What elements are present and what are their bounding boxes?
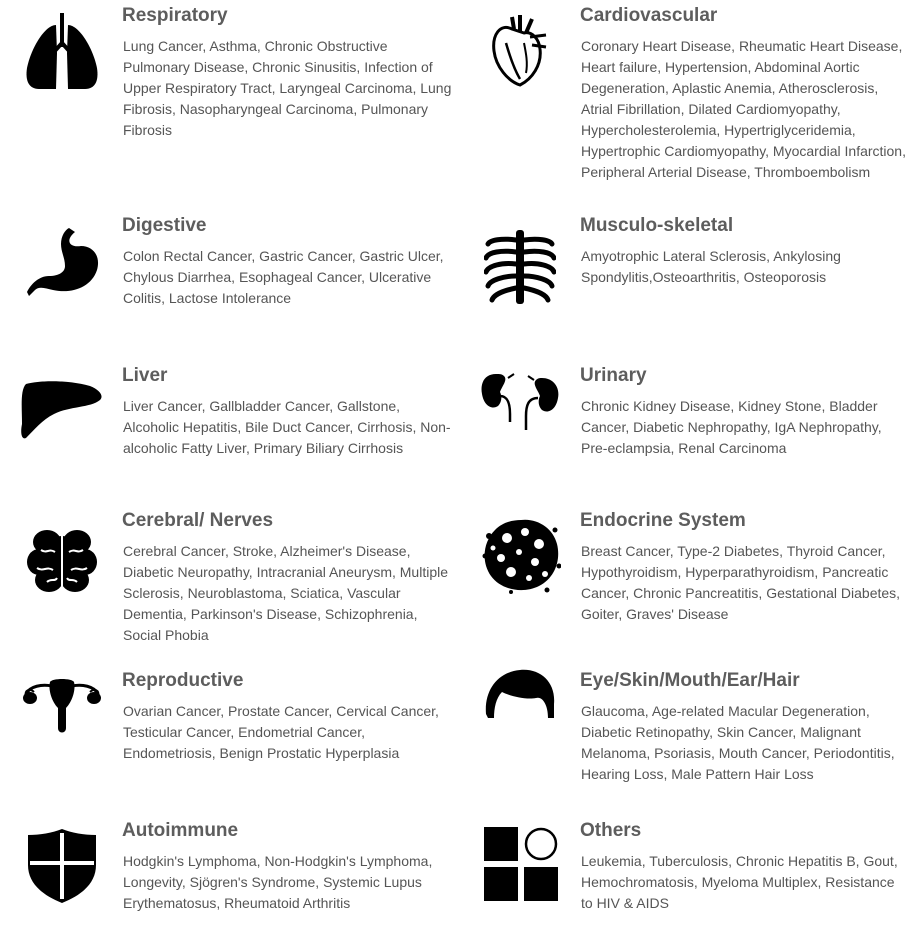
lungs-icon bbox=[25, 13, 99, 91]
category-title: Eye/Skin/Mouth/Ear/Hair bbox=[580, 670, 800, 691]
liver-icon bbox=[20, 380, 104, 442]
shield-icon bbox=[28, 829, 96, 903]
category-description: Breast Cancer, Type-2 Diabetes, Thyroid Cancer, Hypothyroidism, Hyperparathyroidism, Pancreatic Cancer, Chronic Pancreatitis, Gestational Diabetes, Goiter, Graves' Disease bbox=[581, 543, 901, 622]
category-description: Coronary Heart Disease, Rheumatic Heart Disease, Heart failure, Hypertension, Abdominal Aortic Degeneration, Aplastic Anemia, Atherosclerosis, Atrial Fibrillation, Dilated Cardiomyopathy, Hypercholesterolemia, Hypertriglyceridemia, Hypertrophic Cardiomyopathy, Myocardial Infarction, Peripheral Arterial Disease, Thromboembolism bbox=[581, 38, 906, 180]
category-title: Respiratory bbox=[122, 5, 228, 26]
category-description: Glaucoma, Age-related Macular Degeneration, Diabetic Retinopathy, Skin Cancer, Malignant Melanoma, Psoriasis, Mouth Cancer, Periodontitis, Hearing Loss, Male Pattern Hair Loss bbox=[581, 703, 895, 782]
category-description: Lung Cancer, Asthma, Chronic Obstructive Pulmonary Disease, Chronic Sinusitis, Infection of Upper Respiratory Tract, Laryngeal Carcinoma, Lung Fibrosis, Nasopharyngeal Carcinoma, Pulmonary Fibrosis bbox=[123, 38, 452, 138]
category-title: Cardiovascular bbox=[580, 5, 718, 26]
category-description: Colon Rectal Cancer, Gastric Cancer, Gastric Ulcer, Chylous Diarrhea, Esophageal Cancer, Ulcerative Colitis, Lactose Intolerance bbox=[123, 248, 444, 306]
stomach-icon bbox=[25, 226, 101, 296]
category-title: Others bbox=[580, 820, 642, 841]
brain-icon bbox=[27, 528, 97, 594]
heart-icon bbox=[490, 13, 550, 89]
category-title: Autoimmune bbox=[122, 820, 239, 841]
category-title: Urinary bbox=[580, 365, 647, 386]
category-title: Cerebral/ Nerves bbox=[122, 510, 274, 531]
kidneys-icon bbox=[480, 370, 560, 432]
ribcage-icon bbox=[484, 230, 556, 304]
hair-icon bbox=[484, 668, 556, 720]
gland-icon bbox=[481, 516, 561, 594]
category-description: Cerebral Cancer, Stroke, Alzheimer's Disease, Diabetic Neuropathy, Intracranial Aneurysm, Multiple Sclerosis, Neuroblastoma, Sciatica, Vascular Dementia, Parkinson's Disease, Schizophrenia, Social Phobia bbox=[123, 543, 449, 643]
category-description: Amyotrophic Lateral Sclerosis, Ankylosing Spondylitis,Osteoarthritis, Osteoporosis bbox=[581, 248, 841, 285]
shapes-icon bbox=[484, 827, 558, 901]
category-description: Chronic Kidney Disease, Kidney Stone, Bladder Cancer, Diabetic Nephropathy, IgA Nephropathy, Pre-eclampsia, Renal Carcinoma bbox=[581, 398, 882, 456]
category-description: Leukemia, Tuberculosis, Chronic Hepatitis B, Gout, Hemochromatosis, Myeloma Multiplex, Resistance to HIV & AIDS bbox=[581, 853, 898, 911]
category-description: Liver Cancer, Gallbladder Cancer, Gallstone, Alcoholic Hepatitis, Bile Duct Cancer, Cirrhosis, Non-alcoholic Fatty Liver, Primary Biliary Cirrhosis bbox=[123, 398, 451, 456]
category-description: Ovarian Cancer, Prostate Cancer, Cervical Cancer, Testicular Cancer, Endometrial Cancer, Endometriosis, Benign Prostatic Hyperplasia bbox=[123, 703, 439, 761]
category-title: Reproductive bbox=[122, 670, 244, 691]
category-title: Musculo-skeletal bbox=[580, 215, 734, 236]
category-title: Liver bbox=[122, 365, 168, 386]
category-description: Hodgkin's Lymphoma, Non-Hodgkin's Lymphoma, Longevity, Sjögren's Syndrome, Systemic Lupus Erythematosus, Rheumatoid Arthritis bbox=[123, 853, 433, 911]
category-title: Endocrine System bbox=[580, 510, 746, 531]
uterus-icon bbox=[22, 676, 102, 736]
category-title: Digestive bbox=[122, 215, 207, 236]
